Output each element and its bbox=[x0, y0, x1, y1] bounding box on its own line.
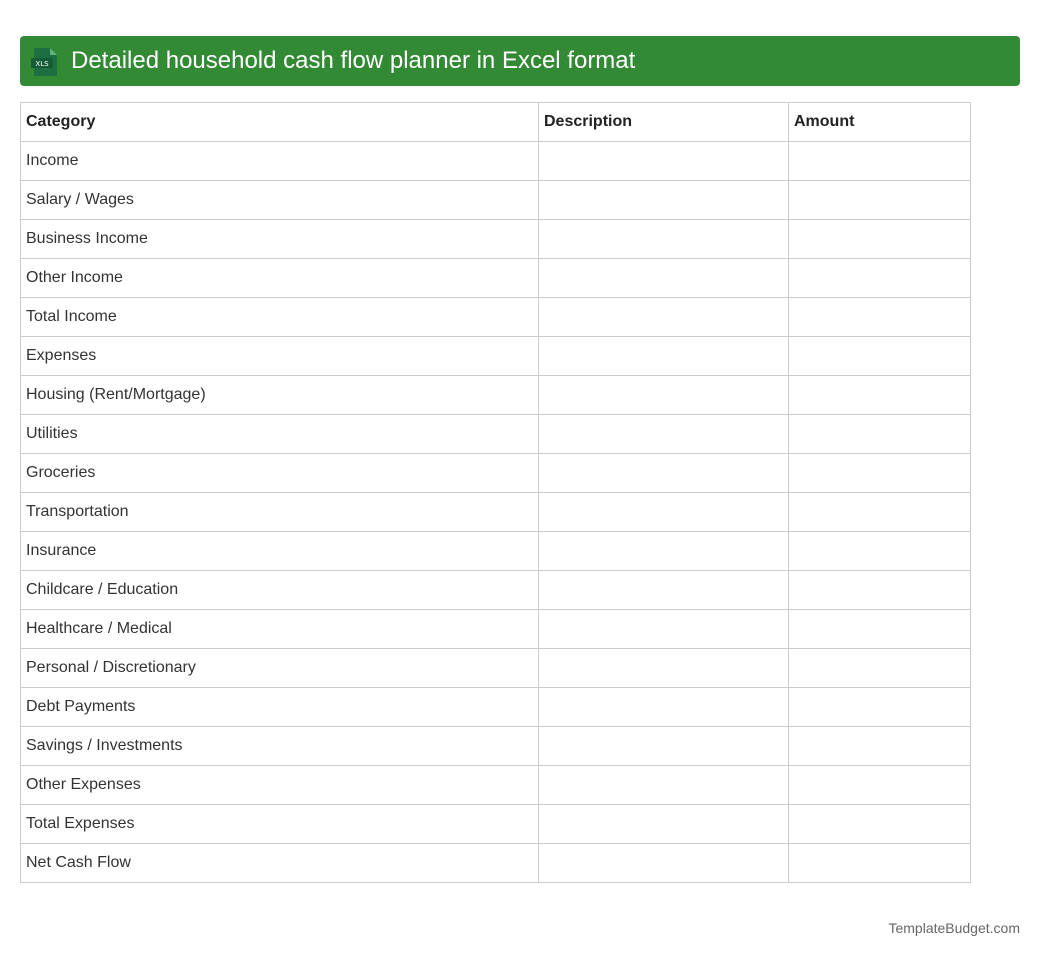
description-cell bbox=[539, 142, 789, 181]
column-header-category: Category bbox=[21, 103, 539, 142]
table-row bbox=[21, 220, 971, 259]
category-cell: Healthcare / Medical bbox=[21, 610, 539, 649]
description-cell bbox=[539, 766, 789, 805]
description-cell bbox=[539, 220, 789, 259]
table-row bbox=[21, 259, 971, 298]
amount-cell bbox=[789, 142, 971, 181]
category-cell: Salary / Wages bbox=[21, 181, 539, 220]
table-row bbox=[21, 454, 971, 493]
amount-cell bbox=[789, 376, 971, 415]
amount-cell bbox=[789, 766, 971, 805]
category-cell: Net Cash Flow bbox=[21, 844, 539, 883]
description-cell bbox=[539, 805, 789, 844]
table-row bbox=[21, 727, 971, 766]
column-header-description: Description bbox=[539, 103, 789, 142]
category-cell: Income bbox=[21, 142, 539, 181]
cash-flow-table bbox=[20, 102, 971, 883]
amount-cell bbox=[789, 805, 971, 844]
category-cell: Utilities bbox=[21, 415, 539, 454]
table-row bbox=[21, 571, 971, 610]
amount-cell bbox=[789, 610, 971, 649]
amount-cell bbox=[789, 493, 971, 532]
amount-cell bbox=[789, 688, 971, 727]
description-cell bbox=[539, 454, 789, 493]
category-cell: Transportation bbox=[21, 493, 539, 532]
description-cell bbox=[539, 532, 789, 571]
amount-cell bbox=[789, 298, 971, 337]
amount-cell bbox=[789, 181, 971, 220]
amount-cell bbox=[789, 649, 971, 688]
table-row bbox=[21, 493, 971, 532]
description-cell bbox=[539, 844, 789, 883]
description-cell bbox=[539, 415, 789, 454]
amount-cell bbox=[789, 259, 971, 298]
table-row bbox=[21, 844, 971, 883]
amount-cell bbox=[789, 727, 971, 766]
category-cell: Expenses bbox=[21, 337, 539, 376]
table-row bbox=[21, 376, 971, 415]
amount-cell bbox=[789, 844, 971, 883]
amount-cell bbox=[789, 220, 971, 259]
table-row bbox=[21, 298, 971, 337]
amount-cell bbox=[789, 454, 971, 493]
amount-cell bbox=[789, 571, 971, 610]
category-cell: Other Income bbox=[21, 259, 539, 298]
category-cell: Total Income bbox=[21, 298, 539, 337]
category-cell: Housing (Rent/Mortgage) bbox=[21, 376, 539, 415]
category-cell: Personal / Discretionary bbox=[21, 649, 539, 688]
description-cell bbox=[539, 376, 789, 415]
table-row bbox=[21, 610, 971, 649]
description-cell bbox=[539, 688, 789, 727]
description-cell bbox=[539, 181, 789, 220]
description-cell bbox=[539, 571, 789, 610]
amount-cell bbox=[789, 337, 971, 376]
description-cell bbox=[539, 649, 789, 688]
description-cell bbox=[539, 727, 789, 766]
footer-brand: TemplateBudget.com bbox=[888, 920, 1020, 936]
table-row bbox=[21, 337, 971, 376]
category-cell: Debt Payments bbox=[21, 688, 539, 727]
category-cell: Other Expenses bbox=[21, 766, 539, 805]
table-row bbox=[21, 142, 971, 181]
description-cell bbox=[539, 493, 789, 532]
page-title: Detailed household cash flow planner in Excel format bbox=[71, 47, 636, 74]
amount-cell bbox=[789, 532, 971, 571]
category-cell: Business Income bbox=[21, 220, 539, 259]
description-cell bbox=[539, 610, 789, 649]
table-row bbox=[21, 805, 971, 844]
title-bar bbox=[20, 36, 1020, 86]
table-row bbox=[21, 688, 971, 727]
table-row bbox=[21, 766, 971, 805]
category-cell: Childcare / Education bbox=[21, 571, 539, 610]
description-cell bbox=[539, 298, 789, 337]
category-cell: Savings / Investments bbox=[21, 727, 539, 766]
column-header-amount: Amount bbox=[789, 103, 971, 142]
xls-icon-label: XLS bbox=[35, 60, 49, 68]
xls-file-icon bbox=[31, 47, 59, 77]
table-row bbox=[21, 181, 971, 220]
table-row bbox=[21, 532, 971, 571]
description-cell bbox=[539, 259, 789, 298]
category-cell: Groceries bbox=[21, 454, 539, 493]
amount-cell bbox=[789, 415, 971, 454]
category-cell: Total Expenses bbox=[21, 805, 539, 844]
table-header-row bbox=[21, 103, 971, 142]
category-cell: Insurance bbox=[21, 532, 539, 571]
table-row bbox=[21, 649, 971, 688]
description-cell bbox=[539, 337, 789, 376]
table-body bbox=[21, 142, 971, 883]
table-row bbox=[21, 415, 971, 454]
